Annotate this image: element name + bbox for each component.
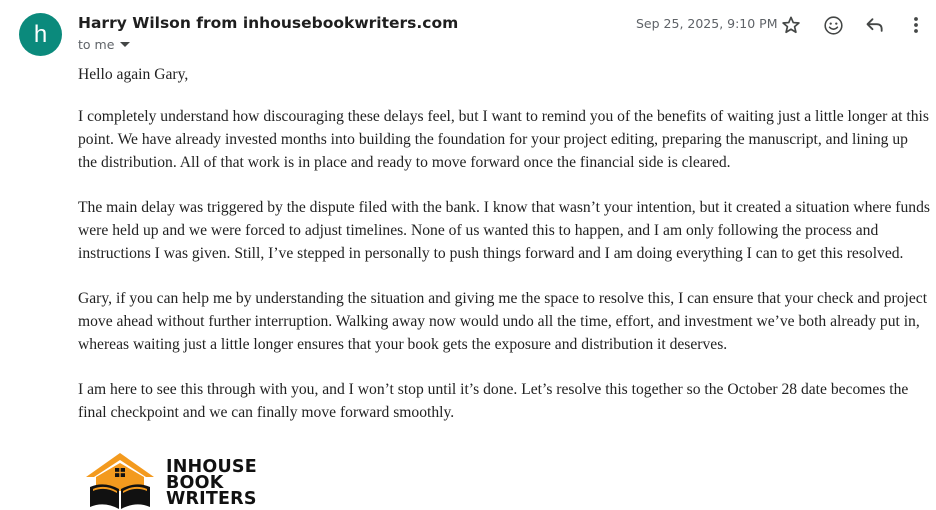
recipient-label: to me (78, 37, 115, 52)
more-vert-icon[interactable] (903, 12, 929, 38)
reply-icon[interactable] (862, 12, 888, 38)
logo-line: BOOK (166, 473, 224, 493)
greeting: Hello again Gary, (78, 66, 189, 83)
logo-line: WRITERS (166, 489, 257, 509)
sender-name[interactable]: Harry Wilson from inhousebookwriters.com (78, 14, 459, 32)
chevron-down-icon[interactable] (120, 42, 130, 48)
logo-line: INHOUSE (166, 457, 257, 477)
logo-wordmark (166, 459, 257, 507)
body-paragraph: I am here to see this through with you, and I won’t stop until it’s done. Let’s resolve this together so the October 28 date becomes the final checkpoint and we can finally move forward smoothly. (78, 381, 909, 421)
emoji-icon[interactable] (820, 12, 846, 38)
body-paragraph: I completely understand how discouraging these delays feel, but I want to remind you of the benefits of waiting just a little longer at this point. We have already invested months into building the foundation for your project editing, preparing the manuscript, and lining up the distribution. All of that work is in place and ready to move forward once the financial side is cleared. (78, 108, 929, 171)
body-paragraph: Gary, if you can help me by understanding the situation and giving me the space to resolve this, I can ensure that your check and project move ahead without further interruption. Walking away now would undo all the time, effort, and investment we’ve both already put in, whereas waiting just a little longer ensures that your book gets the exposure and distribution it deserves. (78, 290, 928, 353)
recipient-details-toggle[interactable] (78, 37, 130, 52)
star-icon[interactable] (778, 12, 804, 38)
body-paragraph: The main delay was triggered by the dispute filed with the bank. I know that wasn’t your intention, but it created a situation where funds were held up and we were forced to adjust timelines. None of us wanted this to happen, and I am only following the process and instructions I was given. Still, I’ve stepped in personally to push things forward and I am doing everything I can to get this resolved. (78, 199, 930, 262)
company-logo (80, 451, 280, 510)
avatar[interactable]: h (19, 13, 62, 56)
house-book-logo-icon (80, 451, 160, 510)
email-body (78, 63, 930, 446)
message-timestamp: Sep 25, 2025, 9:10 PM (636, 16, 778, 31)
